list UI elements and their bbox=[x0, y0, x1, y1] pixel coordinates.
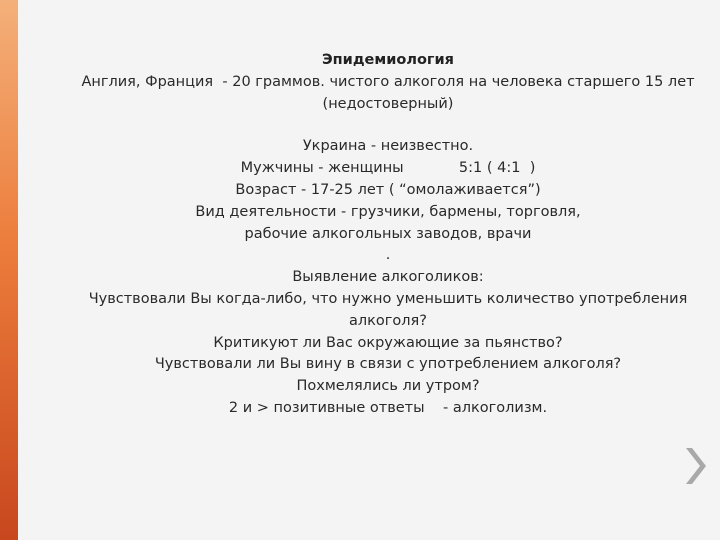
slide-title: Эпидемиология bbox=[322, 52, 454, 68]
body-line: Вид деятельности - грузчики, бармены, торговля, bbox=[195, 203, 581, 220]
slide-content bbox=[48, 50, 720, 420]
body-line: Чувствовали ли Вы вину в связи с употреблением алкоголя? bbox=[154, 356, 622, 373]
body-line: Чувствовали Вы когда-либо, что нужно уменьшить количество употребления bbox=[88, 290, 688, 307]
intro-line: (недостоверный) bbox=[322, 95, 454, 112]
slide bbox=[18, 0, 720, 540]
body-line: рабочие алкогольных заводов, врачи bbox=[244, 225, 532, 242]
body-line: . bbox=[385, 247, 391, 264]
chevron-right-icon bbox=[678, 446, 710, 486]
body-line: Возраст - 17-25 лет ( “омолаживается”) bbox=[235, 181, 541, 198]
body-line: Мужчины - женщины 5:1 ( 4:1 ) bbox=[240, 160, 536, 177]
body-line: Похмелялись ли утром? bbox=[296, 378, 480, 395]
accent-bar bbox=[0, 0, 18, 540]
body-line: алкоголя? bbox=[349, 312, 427, 329]
body-line: Выявление алкоголиков: bbox=[292, 269, 484, 286]
body-line: Критикуют ли Вас окружающие за пьянство? bbox=[213, 334, 563, 351]
body-line: 2 и > позитивные ответы - алкоголизм. bbox=[228, 399, 548, 416]
body-line: Украина - неизвестно. bbox=[302, 138, 474, 155]
intro-line: Англия, Франция - 20 граммов. чистого алкоголя на человека старшего 15 лет bbox=[81, 73, 695, 90]
next-slide-button[interactable] bbox=[678, 446, 710, 486]
